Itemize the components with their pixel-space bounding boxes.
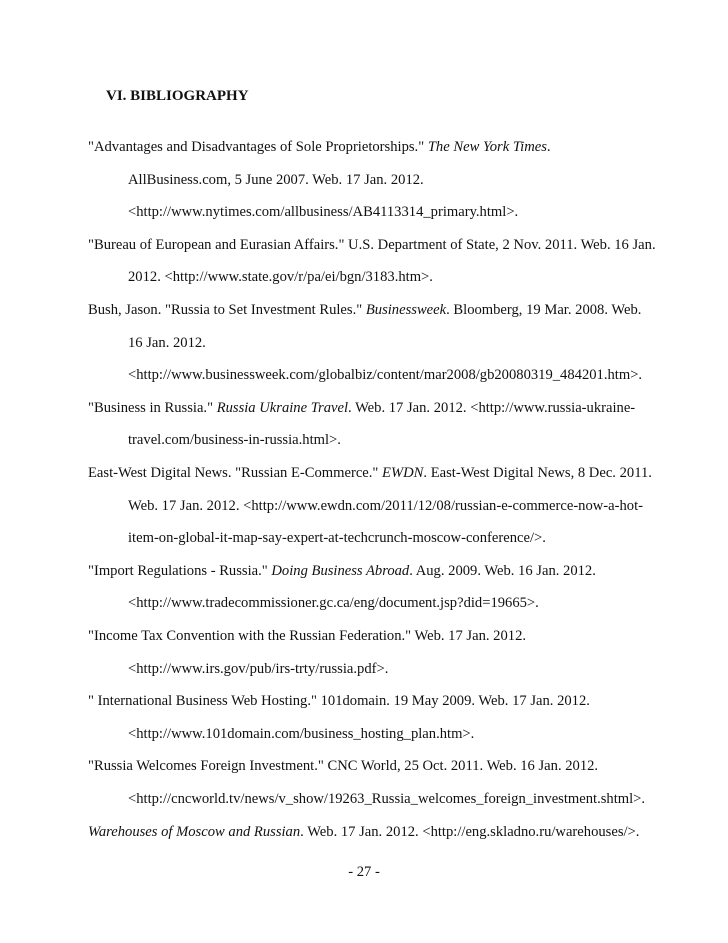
citation-continuation-line: [128, 789, 645, 809]
citation-title-italic: The New York Times: [427, 139, 547, 155]
citation-text: "Russia Welcomes Foreign Investment." CNC World, 25 Oct. 2011. Web. 16 Jan. 2012.: [88, 758, 599, 775]
citation-text: <http://www.businessweek.com/globalbiz/content/mar2008/gb20080319_484201.htm>.: [128, 367, 643, 384]
citation-continuation-line: [128, 170, 424, 190]
citation-text: . East-West Digital News, 8 Dec. 2011.: [423, 465, 652, 481]
citation-continuation-line: [128, 659, 388, 679]
citation-text: <http://www.nytimes.com/allbusiness/AB4113314_primary.html>.: [128, 204, 519, 221]
citation-text: Bush, Jason. "Russia to Set Investment Rules.": [88, 302, 366, 318]
citation-title-italic: Russia Ukraine Travel: [216, 399, 349, 416]
citation-first-line: [88, 626, 526, 646]
citation-text: . Aug. 2009. Web. 16 Jan. 2012.: [409, 562, 596, 579]
citation-continuation-line: [128, 593, 539, 613]
citation-continuation-line: [128, 267, 433, 287]
citation-continuation-line: [128, 496, 643, 516]
citation-first-line: [88, 463, 652, 483]
citation-text: "Income Tax Convention with the Russian Federation." Web. 17 Jan. 2012.: [88, 628, 527, 644]
citation-continuation-line: [128, 528, 546, 548]
citation-first-line: [88, 691, 590, 711]
page-number: - 27 -: [348, 864, 380, 880]
citation-continuation-line: [128, 430, 341, 450]
citation-text: . Bloomberg, 19 Mar. 2008. Web.: [446, 302, 642, 318]
citation-title-italic: Doing Business Abroad: [271, 562, 410, 579]
citation-text: "Advantages and Disadvantages of Sole Proprietorships.": [88, 139, 428, 155]
section-heading: VI. BIBLIOGRAPHY: [106, 88, 249, 104]
citation-text: .: [546, 139, 551, 155]
citation-text: <http://www.101domain.com/business_hosting_plan.htm>.: [128, 725, 475, 742]
citation-continuation-line: [128, 365, 642, 385]
citation-text: <http://www.irs.gov/pub/irs-trty/russia.pdf>.: [128, 660, 389, 677]
citation-text: "Business in Russia.": [88, 399, 217, 416]
citation-text: AllBusiness.com, 5 June 2007. Web. 17 Jan. 2012.: [128, 171, 424, 188]
citation-first-line: [88, 398, 635, 418]
citation-text: 2012. <http://www.state.gov/r/pa/ei/bgn/3183.htm>.: [128, 269, 433, 286]
citation-text: Web. 17 Jan. 2012. <http://www.ewdn.com/2011/12/08/russian-e-commerce-now-a-hot-: [128, 497, 644, 514]
citation-first-line: [88, 822, 639, 842]
citation-text: 16 Jan. 2012.: [128, 334, 206, 351]
citation-first-line: [88, 756, 598, 776]
citation-text: " International Business Web Hosting." 101domain. 19 May 2009. Web. 17 Jan. 2012.: [88, 693, 590, 710]
citation-title-italic: EWDN: [382, 465, 424, 481]
citation-first-line: [88, 300, 641, 320]
citation-text: East-West Digital News. "Russian E-Commerce.": [88, 465, 383, 481]
citation-continuation-line: [128, 724, 474, 744]
citation-text: travel.com/business-in-russia.html>.: [128, 432, 341, 449]
citation-title-italic: Warehouses of Moscow and Russian: [88, 823, 301, 840]
citation-text: "Import Regulations - Russia.": [88, 562, 272, 579]
citation-text: . Web. 17 Jan. 2012. <http://eng.skladno.ru/warehouses/>.: [300, 823, 640, 840]
citation-text: . Web. 17 Jan. 2012. <http://www.russia-ukraine-: [348, 399, 636, 416]
citation-text: <http://www.tradecommissioner.gc.ca/eng/document.jsp?did=19665>.: [128, 595, 539, 612]
citation-text: "Bureau of European and Eurasian Affairs." U.S. Department of State, 2 Nov. 2011. Web. 16 Jan.: [88, 236, 656, 253]
citation-continuation-line: [128, 333, 206, 353]
citation-text: item-on-global-it-map-say-expert-at-techcrunch-moscow-conference/>.: [128, 530, 546, 547]
citation-continuation-line: [128, 202, 518, 222]
citation-first-line: [88, 561, 596, 581]
citation-first-line: [88, 137, 551, 157]
citation-text: <http://cncworld.tv/news/v_show/19263_Russia_welcomes_foreign_investment.shtml>.: [128, 791, 646, 807]
citation-title-italic: Businessweek: [365, 302, 447, 318]
citation-first-line: [88, 235, 656, 255]
